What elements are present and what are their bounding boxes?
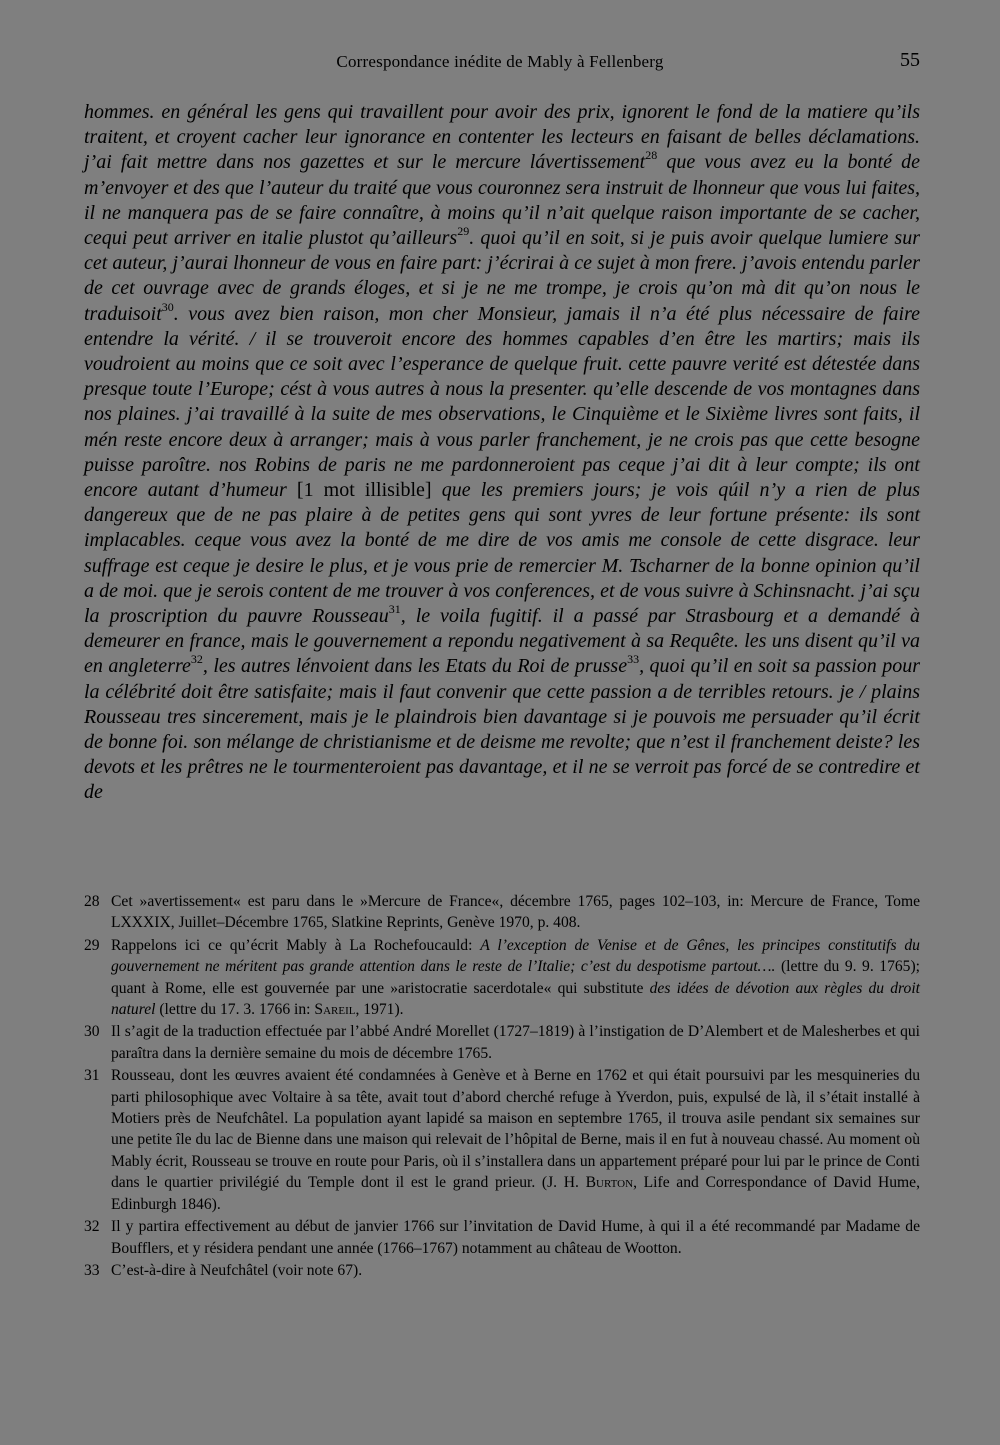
footnote-text-segment: (lettre du 17. 3. 1766 in:	[155, 1001, 315, 1019]
footnote-number: 32	[84, 1218, 100, 1236]
body-text-segment: que vous avez eu la bonté de m’envoyer et des que l’auteur du traité que vous couronnez sera instruit de lhonneur que vous lui faites, il ne manquera pas de se faire connaître, à moins qu’il n’ait quelque raison importante de se cacher, cequi peut arriver en italie plustot qu’ailleurs	[84, 151, 920, 250]
footnote-quote: des idées de dévotion aux règles du droit naturel	[111, 979, 920, 1019]
footnote-text-segment: (lettre du 9. 9. 1765); quant à Rome, elle est gouvernée par une »aristocratie sacerdotale« qui substitute	[111, 958, 920, 997]
footnote-text: Cet »avertissement« est paru dans le »Mercure de France«, décembre 1765, pages 102–103, in: Mercure de France, Tome LXXXIX, Juillet–Décembre 1765, Slatkine Reprints, Genève 1970, p. 408.	[111, 893, 920, 932]
footnote-ref-29[interactable]: 29	[457, 224, 470, 239]
footnote-30	[84, 1021, 920, 1064]
footnote-number: 28	[84, 893, 100, 910]
footnote-author: Sareil	[314, 1001, 356, 1019]
footnote-text-segment: Rousseau, dont les œuvres avaient été condamnées à Genève et à Berne en 1762 et qui était poursuivi par les mesquineries du parti philosophique avec Voltaire à sa tête, avait tout d’abord cherché refuge à Yverdon, puis, expulsé de là, il s’était installé à Motiers près de Neufchâtel. La population ayant lapidé sa maison en septembre 1765, il trouva asile pendant six semaines sur une petite île du lac de Bienne dans une maison qui relevait de l’hôpital de Berne, mais il en fut à nouveau chassé. Au moment où Mably écrit, Rousseau se trouve en route pour Paris, où il s’installera dans un appartement préparé pour lui par le prince de Conti dans le quartier privilégié du Temple dont il est le grand prieur. (J. H.	[111, 1067, 920, 1192]
footnote-31	[84, 1065, 920, 1215]
body-text-segment: , le voila fugitif. il a passé par Strasbourg et a demandé à demeurer en france, mais le gouvernement a repondu negativement à sa Requête. les uns disent qu’il va en angleterre	[84, 605, 921, 678]
footnote-author: Burton	[585, 1174, 634, 1192]
body-text-segment: , quoi qu’il en soit sa passion pour la célébrité doit être satisfaite; mais il faut convenir que cette passion a de terribles retours. je / plains Rousseau tres sincerement, mais je le plaindrois bien davantage si je pouvois me persuader qu’il écrit de bonne foi. son mélange de christianisme et de deisme me revolte; que n’est il franchement deiste? les devots et les prêtres ne le tourmenteroient pas davantage, et il ne se verroit pas forcé de se contredire et de	[84, 655, 920, 804]
footnote-number: 31	[84, 1067, 100, 1085]
footnotes	[84, 891, 920, 1282]
illegible-word-note: [1 mot illisible]	[296, 479, 432, 502]
running-title: Correspondance inédite de Mably à Fellenberg	[336, 52, 664, 71]
footnote-text: Il y partira effectivement au début de janvier 1766 sur l’invitation de David Hume, à qui il a été recommandé par Madame de Boufflers, et y résidera pendant une année (1766–1767) notamment au château de Wootton.	[111, 1218, 920, 1257]
footnote-32	[84, 1216, 920, 1259]
body-text-segment: , les autres lénvoient dans les Etats du Roi de prusse	[202, 655, 628, 678]
footnote-text: Il s’agit de la traduction effectuée par l’abbé André Morellet (1727–1819) à l’instigation de D’Alembert et de Malesherbes et qui paraîtra dans la dernière semaine du mois de décembre 1765.	[111, 1023, 920, 1062]
running-header	[0, 46, 1000, 80]
footnote-ref-31[interactable]: 31	[388, 602, 401, 617]
body-text-segment: que les premiers jours; je vois qúil n’y a rien de plus dangereux que de ne pas plaire à de petites gens qui sont yvres de leur fortune présente: ils sont implacables. ceque vous avez la bonté de me dire de vos amis me console de cette disgrace. leur suffrage est ceque je desire le plus, et je vous prie de remercier M. Tscharner de la bonne opinion qu’il a de moi. que je serois content de me trouver à vos conferences, et de vous suivre à Schinsnacht. j’ai sçu la proscription du pauvre Rousseau	[84, 479, 920, 628]
body-text-segment: . quoi qu’il en soit, si je puis avoir quelque lumiere sur cet auteur, j’aurai lhonneur de vous en faire part: j’écrirai à ce sujet à mon frere. j’avois entendu parler de cet ouvrage avec de grands éloges, et si je ne me trompe, je crois qu’on mà dit qu’on nous le traduisoit	[84, 227, 920, 325]
footnote-text-segment: Rappelons ici ce qu’écrit Mably à La Rochefoucauld:	[111, 936, 481, 954]
footnote-text	[111, 935, 920, 1021]
footnote-ref-30[interactable]: 30	[161, 299, 174, 314]
footnote-text	[111, 1065, 920, 1215]
letter-body	[84, 100, 920, 806]
footnote-number: 33	[84, 1261, 100, 1279]
footnote-text-segment: , 1971).	[355, 1001, 404, 1019]
footnote-text-segment: , Life and Correspondance of David Hume, Edinburgh 1846).	[111, 1174, 920, 1213]
footnote-number: 30	[84, 1023, 100, 1041]
footnote-ref-28[interactable]: 28	[645, 148, 658, 163]
footnote-ref-33[interactable]: 33	[627, 652, 640, 667]
page-number: 55	[900, 49, 920, 71]
footnote-33	[84, 1260, 920, 1281]
footnote-28	[84, 891, 920, 934]
footnote-text: C’est-à-dire à Neufchâtel (voir note 67).	[111, 1261, 363, 1279]
body-text-segment: . vous avez bien raison, mon cher Monsieur, jamais il n’a été plus nécessaire de faire entendre la vérité. / il se trouveroit encore des hommes capables d’en être les martirs; mais ils voudroient au moins que ce soit avec l’esperance de quelque fruit. cette pauvre verité est détestée dans presque toute l’Europe; cést à vous autres à nous la presenter. qu’elle descende de vos montagnes dans nos plaines. j’ai travaillé à la suite de mes observations, le Cinquième et le Sixième livres sont faits, il mén reste encore deux à arranger; mais à vous parler franchement, je ne crois pas que cette besogne puisse paroître. nos Robins de paris ne me pardonneroient pas ceque j’ai dit à leur compte; ils ont encore autant d’humeur	[84, 302, 920, 502]
footnote-quote: A l’exception de Venise et de Gênes, les principes constitutifs du gouvernement ne méritent pas grande attention dans le reste de l’Italie; c’est du despotisme partout….	[111, 936, 920, 976]
body-text-segment: hommes. en général les gens qui travaillent pour avoir des prix, ignorent le fond de la matiere qu’ils traitent, et croyent cacher leur ignorance en contenter les lecteurs en faisant de belles déclamations. j’ai fait mettre dans nos gazettes et sur le mercure lávertissement	[84, 101, 920, 174]
footnote-number: 29	[84, 936, 100, 954]
footnote-ref-32[interactable]: 32	[190, 652, 203, 667]
footnote-29	[84, 935, 920, 1021]
